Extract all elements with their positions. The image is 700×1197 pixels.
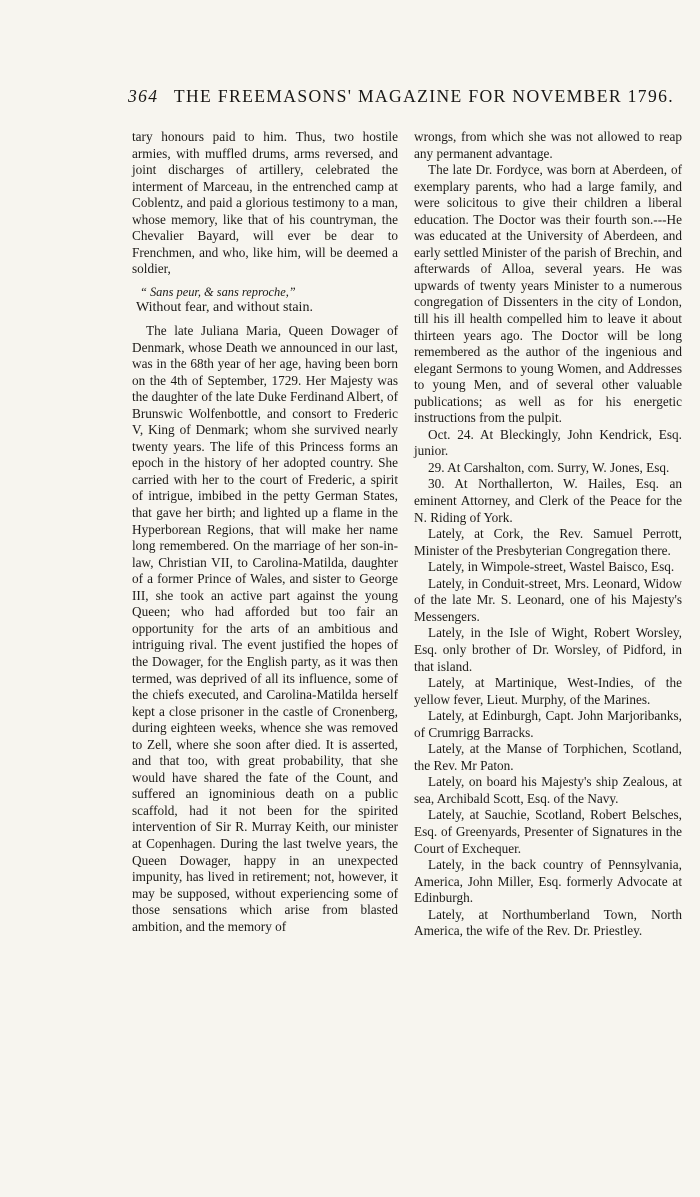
obituary-queen-dowager: The late Juliana Maria, Queen Dowager of Denmark, whose Death we announced in our last, was in the 68th year of her age, having been born on the 4th of September, 1729. Her Majesty was the daughter of the late Duke Ferdinand Albert, of Brunswic Wolfenbottle, and consort to Frederic V, King of Denmark; whom she survived nearly twenty years. The life of this Princess forms an epoch in the history of her adopted country. She carried with her to the court of Frederic, a spirit of intrigue, imbibed in the petty German States, that gave her birth; and lighted up a flame in the Hyperborean Regions, that will make her name long remembered. On the marriage of her son-in-law, Christian VII, to Carolina-Matilda, daughter of a former Prince of Wales, and sister to George III, she took an active part against the young Queen; who had afforded but too fair an opportunity for the arts of an ambitious and intriguing rival. The event justified the hopes of the Dowager, for the English party, as it was then termed, was deprived of all its influence, some of the chiefs executed, and Carolina-Matilda herself kept a close prisoner in the castle of Cronenberg, during eighteen weeks, whence she was removed to Zell, where she soon after died. It is asserted, and that too, with great probability, that she would have shared the fate of the Count, and suffered an ignominious death on a public scaffold, had it not been for the spirited intervention of Sir R. Murray Keith, our minister at Copenhagen. During the last twelve years, the Queen Dowager, happy in an unexpected impunity, has lived in retirement; not, however, it may be supposed, without experiencing some of those sensations which arise from blasted ambition, and the memory of — [132, 323, 398, 934]
obituary-item: Lately, in Wimpole-street, Wastel Baisco, Esq. — [428, 559, 675, 575]
obituary-item: 29. At Carshalton, com. Surry, W. Jones, Esq. — [428, 459, 670, 475]
obituary-item: 30. At Northallerton, W. Hailes, Esq. an eminent Attorney, and Clerk of the Peace for the N. Riding of York. — [414, 476, 682, 525]
obituary-item: Lately, at Sauchie, Scotland, Robert Belsches, Esq. of Greenyards, Presenter of Signatures in the Court of Exchequer. — [414, 807, 682, 856]
obituary-item: Lately, at the Manse of Torphichen, Scotland, the Rev. Mr Paton. — [414, 741, 682, 773]
obituary-item: Lately, in the Isle of Wight, Robert Worsley, Esq. only brother of Dr. Worsley, of Pidford, in that island. — [414, 625, 682, 674]
quotation: “ Sans peur, & sans reproche,” — [140, 284, 296, 299]
magazine-title: THE FREEMASONS' MAGAZINE FOR NOVEMBER 1796. — [173, 86, 675, 106]
obituary-item: Lately, at Cork, the Rev. Samuel Perrott, Minister of the Presbyterian Congregation there. — [414, 526, 682, 558]
obituary-dr-fordyce: The late Dr. Fordyce, was born at Aberdeen, of exemplary parents, who had a large family, and were solicitous to give their children a liberal education. The Doctor was their fourth son.---He was educated at the University of Aberdeen, and early settled Minister of the parish of Brechin, and afterwards of Alloa, several years. He was upwards of twenty years Minister to a numerous congregation of Dissenters in the city of London, till his ill health compelled him to leave it about thirteen years ago. The Doctor will be long remembered as the author of the ingenious and elegant Sermons to young Women, and Addresses to young Men, and of several other valuable publications; as well as for his energetic instructions from the pulpit. — [414, 162, 682, 426]
obituary-item: Lately, at Edinburgh, Capt. John Marjoribanks, of Crumrigg Barracks. — [414, 708, 682, 740]
running-header — [128, 86, 678, 107]
right-column — [414, 129, 682, 940]
obituary-item: Lately, on board his Majesty's ship Zealous, at sea, Archibald Scott, Esq. of the Navy. — [414, 774, 682, 806]
obituary-item: Oct. 24. At Bleckingly, John Kendrick, Esq. junior. — [414, 426, 682, 459]
obituary-item: Lately, in the back country of Pennsylvania, America, John Miller, Esq. formerly Advocate at Edinburgh. — [414, 857, 682, 906]
right-paragraph-continuation: wrongs, from which she was not allowed to reap any permanent advantage. — [414, 129, 682, 161]
quotation-translation: Without fear, and without stain. — [136, 300, 313, 316]
left-column — [132, 129, 398, 935]
obituary-item: Lately, in Conduit-street, Mrs. Leonard, Widow of the late Mr. S. Leonard, one of his Majesty's Messengers. — [414, 575, 682, 624]
obituary-item: Lately, at Martinique, West-Indies, of the yellow fever, Lieut. Murphy, of the Marines. — [414, 675, 682, 707]
left-paragraph-continuation: tary honours paid to him. Thus, two hostile armies, with muffled drums, arms reversed, and joint discharges of artillery, celebrated the interment of Marceau, in the entrenched camp at Coblentz, and paid a glorious testimony to a man, whose memory, like that of his countryman, the Chevalier Bayard, will ever be dear to Frenchmen, and who, like him, will be deemed a soldier, — [132, 129, 398, 277]
page-number: 364 — [128, 86, 159, 106]
obituary-item: Lately, at Northumberland Town, North America, the wife of the Rev. Dr. Priestley. — [414, 906, 682, 939]
